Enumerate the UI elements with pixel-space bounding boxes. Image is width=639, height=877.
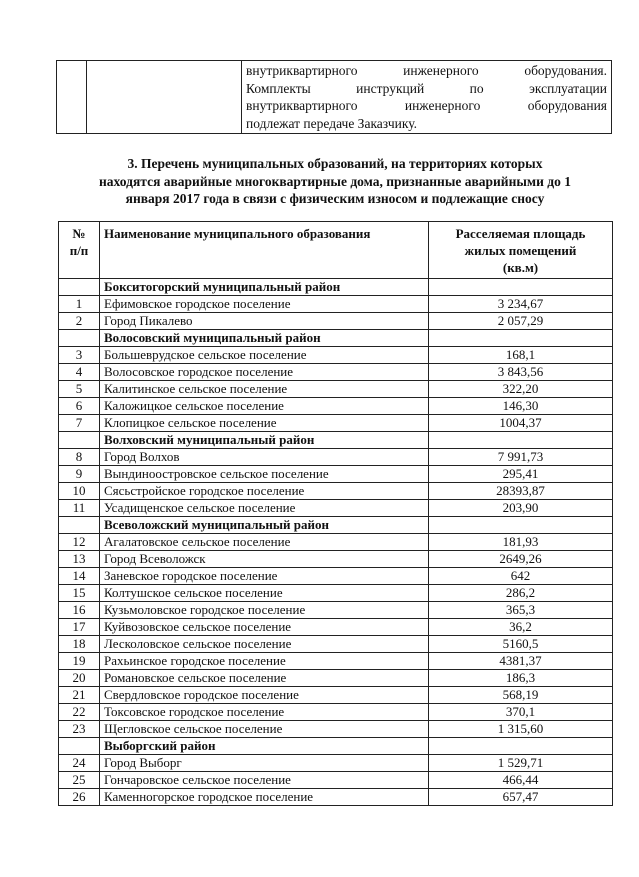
table-header-row — [59, 222, 613, 279]
table-row — [59, 449, 613, 466]
row-number: 12 — [59, 534, 100, 551]
table-row — [59, 619, 613, 636]
header-num — [59, 222, 100, 279]
municipality-name: Токсовское городское поселение — [100, 704, 429, 721]
area-value: 7 991,73 — [429, 449, 613, 466]
table-row — [59, 534, 613, 551]
row-number: 18 — [59, 636, 100, 653]
row-number: 22 — [59, 704, 100, 721]
table-row — [59, 551, 613, 568]
row-number: 4 — [59, 364, 100, 381]
header-area-line: Расселяемая площадь — [455, 226, 586, 241]
municipality-name: Город Выборг — [100, 755, 429, 772]
header-num-line: п/п — [69, 243, 89, 258]
row-number: 26 — [59, 789, 100, 806]
table-body — [59, 279, 613, 806]
row-number — [59, 330, 100, 347]
district-row — [59, 517, 613, 534]
area-value: 3 843,56 — [429, 364, 613, 381]
row-number: 7 — [59, 415, 100, 432]
municipality-name: Рахьинское городское поселение — [100, 653, 429, 670]
fragment-line: внутриквартирного инженерного оборудования — [246, 98, 607, 113]
district-name: Бокситогорский муниципальный район — [100, 279, 429, 296]
municipality-name: Лесколовское сельское поселение — [100, 636, 429, 653]
row-number: 9 — [59, 466, 100, 483]
table-row — [59, 755, 613, 772]
municipality-name: Клопицкое сельское поселение — [100, 415, 429, 432]
header-num-line: № — [72, 226, 86, 241]
fragment-line: Комплекты инструкций по эксплуатации — [246, 80, 607, 96]
row-number: 10 — [59, 483, 100, 500]
district-row — [59, 432, 613, 449]
section-title-line: находятся аварийные многоквартирные дома, признанные аварийными до 1 — [99, 173, 571, 189]
area-value — [429, 738, 613, 755]
table-row — [59, 415, 613, 432]
area-value: 186,3 — [429, 670, 613, 687]
row-number: 11 — [59, 500, 100, 517]
area-value: 370,1 — [429, 704, 613, 721]
area-value: 1 529,71 — [429, 755, 613, 772]
municipality-name: Город Волхов — [100, 449, 429, 466]
area-value: 365,3 — [429, 602, 613, 619]
header-name: Наименование муниципального образования — [100, 222, 429, 279]
row-number: 1 — [59, 296, 100, 313]
municipality-name: Каменногорское городское поселение — [100, 789, 429, 806]
row-number: 13 — [59, 551, 100, 568]
table-row — [59, 568, 613, 585]
municipality-name: Заневское городское поселение — [100, 568, 429, 585]
area-value: 181,93 — [429, 534, 613, 551]
area-value: 466,44 — [429, 772, 613, 789]
municipality-name: Колтушское сельское поселение — [100, 585, 429, 602]
district-name: Всеволожский муниципальный район — [100, 517, 429, 534]
table-row — [59, 483, 613, 500]
table-row — [59, 585, 613, 602]
fragment-text — [242, 61, 611, 133]
row-number: 5 — [59, 381, 100, 398]
municipality-name: Большеврудское сельское поселение — [100, 347, 429, 364]
area-value: 322,20 — [429, 381, 613, 398]
row-number: 16 — [59, 602, 100, 619]
table-row — [59, 296, 613, 313]
row-number: 2 — [59, 313, 100, 330]
area-value: 642 — [429, 568, 613, 585]
area-value: 657,47 — [429, 789, 613, 806]
area-value: 168,1 — [429, 347, 613, 364]
table-row — [59, 466, 613, 483]
area-value — [429, 279, 613, 296]
area-value: 5160,5 — [429, 636, 613, 653]
table-cell — [242, 61, 612, 134]
header-area — [429, 222, 613, 279]
municipality-name: Ефимовское городское поселение — [100, 296, 429, 313]
table-row — [59, 721, 613, 738]
row-number: 8 — [59, 449, 100, 466]
municipality-name: Кузьмоловское городское поселение — [100, 602, 429, 619]
row-number: 20 — [59, 670, 100, 687]
table-cell — [87, 61, 242, 134]
municipality-name: Усадищенское сельское поселение — [100, 500, 429, 517]
row-number: 21 — [59, 687, 100, 704]
table-row — [57, 61, 612, 134]
table-row — [59, 602, 613, 619]
municipality-name: Куйвозовское сельское поселение — [100, 619, 429, 636]
table-row — [59, 500, 613, 517]
table-row — [59, 653, 613, 670]
section-title-line: 3. Перечень муниципальных образований, на территориях которых — [127, 156, 543, 171]
table-row — [59, 789, 613, 806]
row-number: 6 — [59, 398, 100, 415]
municipality-name: Свердловское городское поселение — [100, 687, 429, 704]
area-value: 146,30 — [429, 398, 613, 415]
row-number: 19 — [59, 653, 100, 670]
table-row — [59, 704, 613, 721]
table-cell — [57, 61, 87, 134]
municipality-name: Сясьстройское городское поселение — [100, 483, 429, 500]
fragment-line: внутриквартирного инженерного оборудования. — [246, 63, 607, 78]
row-number: 25 — [59, 772, 100, 789]
fragment-line: подлежат передаче Заказчику. — [246, 115, 418, 131]
area-value: 568,19 — [429, 687, 613, 704]
area-value — [429, 432, 613, 449]
area-value: 1 315,60 — [429, 721, 613, 738]
row-number — [59, 279, 100, 296]
header-area-line: жилых помещений — [464, 243, 577, 258]
area-value: 295,41 — [429, 466, 613, 483]
area-value — [429, 517, 613, 534]
row-number: 23 — [59, 721, 100, 738]
table-row — [59, 347, 613, 364]
municipalities-table — [58, 221, 613, 806]
row-number — [59, 738, 100, 755]
area-value: 203,90 — [429, 500, 613, 517]
municipality-name: Щегловское сельское поселение — [100, 721, 429, 738]
area-value: 2 057,29 — [429, 313, 613, 330]
table-row — [59, 772, 613, 789]
row-number: 17 — [59, 619, 100, 636]
previous-table-fragment — [56, 60, 612, 134]
district-name: Волховский муниципальный район — [100, 432, 429, 449]
district-row — [59, 738, 613, 755]
area-value: 28393,87 — [429, 483, 613, 500]
row-number: 3 — [59, 347, 100, 364]
area-value: 1004,37 — [429, 415, 613, 432]
district-row — [59, 330, 613, 347]
municipality-name: Агалатовское сельское поселение — [100, 534, 429, 551]
district-name: Волосовский муниципальный район — [100, 330, 429, 347]
municipality-name: Гончаровское сельское поселение — [100, 772, 429, 789]
row-number: 15 — [59, 585, 100, 602]
municipality-name: Город Пикалево — [100, 313, 429, 330]
area-value: 36,2 — [429, 619, 613, 636]
table-row — [59, 364, 613, 381]
municipality-name: Калитинское сельское поселение — [100, 381, 429, 398]
table-row — [59, 636, 613, 653]
section-title — [60, 155, 610, 208]
area-value: 4381,37 — [429, 653, 613, 670]
row-number: 14 — [59, 568, 100, 585]
municipality-name: Вындиноостровское сельское поселение — [100, 466, 429, 483]
section-title-line: января 2017 года в связи с физическим износом и подлежащие сносу — [125, 191, 545, 206]
municipality-name: Город Всеволожск — [100, 551, 429, 568]
area-value: 286,2 — [429, 585, 613, 602]
table-row — [59, 687, 613, 704]
municipality-name: Каложицкое сельское поселение — [100, 398, 429, 415]
row-number — [59, 432, 100, 449]
table-row — [59, 313, 613, 330]
header-area-line: (кв.м) — [502, 260, 539, 275]
district-name: Выборгский район — [100, 738, 429, 755]
table-row — [59, 398, 613, 415]
row-number — [59, 517, 100, 534]
table-row — [59, 381, 613, 398]
area-value: 2649,26 — [429, 551, 613, 568]
district-row — [59, 279, 613, 296]
table-row — [59, 670, 613, 687]
municipality-name: Романовское сельское поселение — [100, 670, 429, 687]
municipality-name: Волосовское городское поселение — [100, 364, 429, 381]
area-value: 3 234,67 — [429, 296, 613, 313]
row-number: 24 — [59, 755, 100, 772]
area-value — [429, 330, 613, 347]
